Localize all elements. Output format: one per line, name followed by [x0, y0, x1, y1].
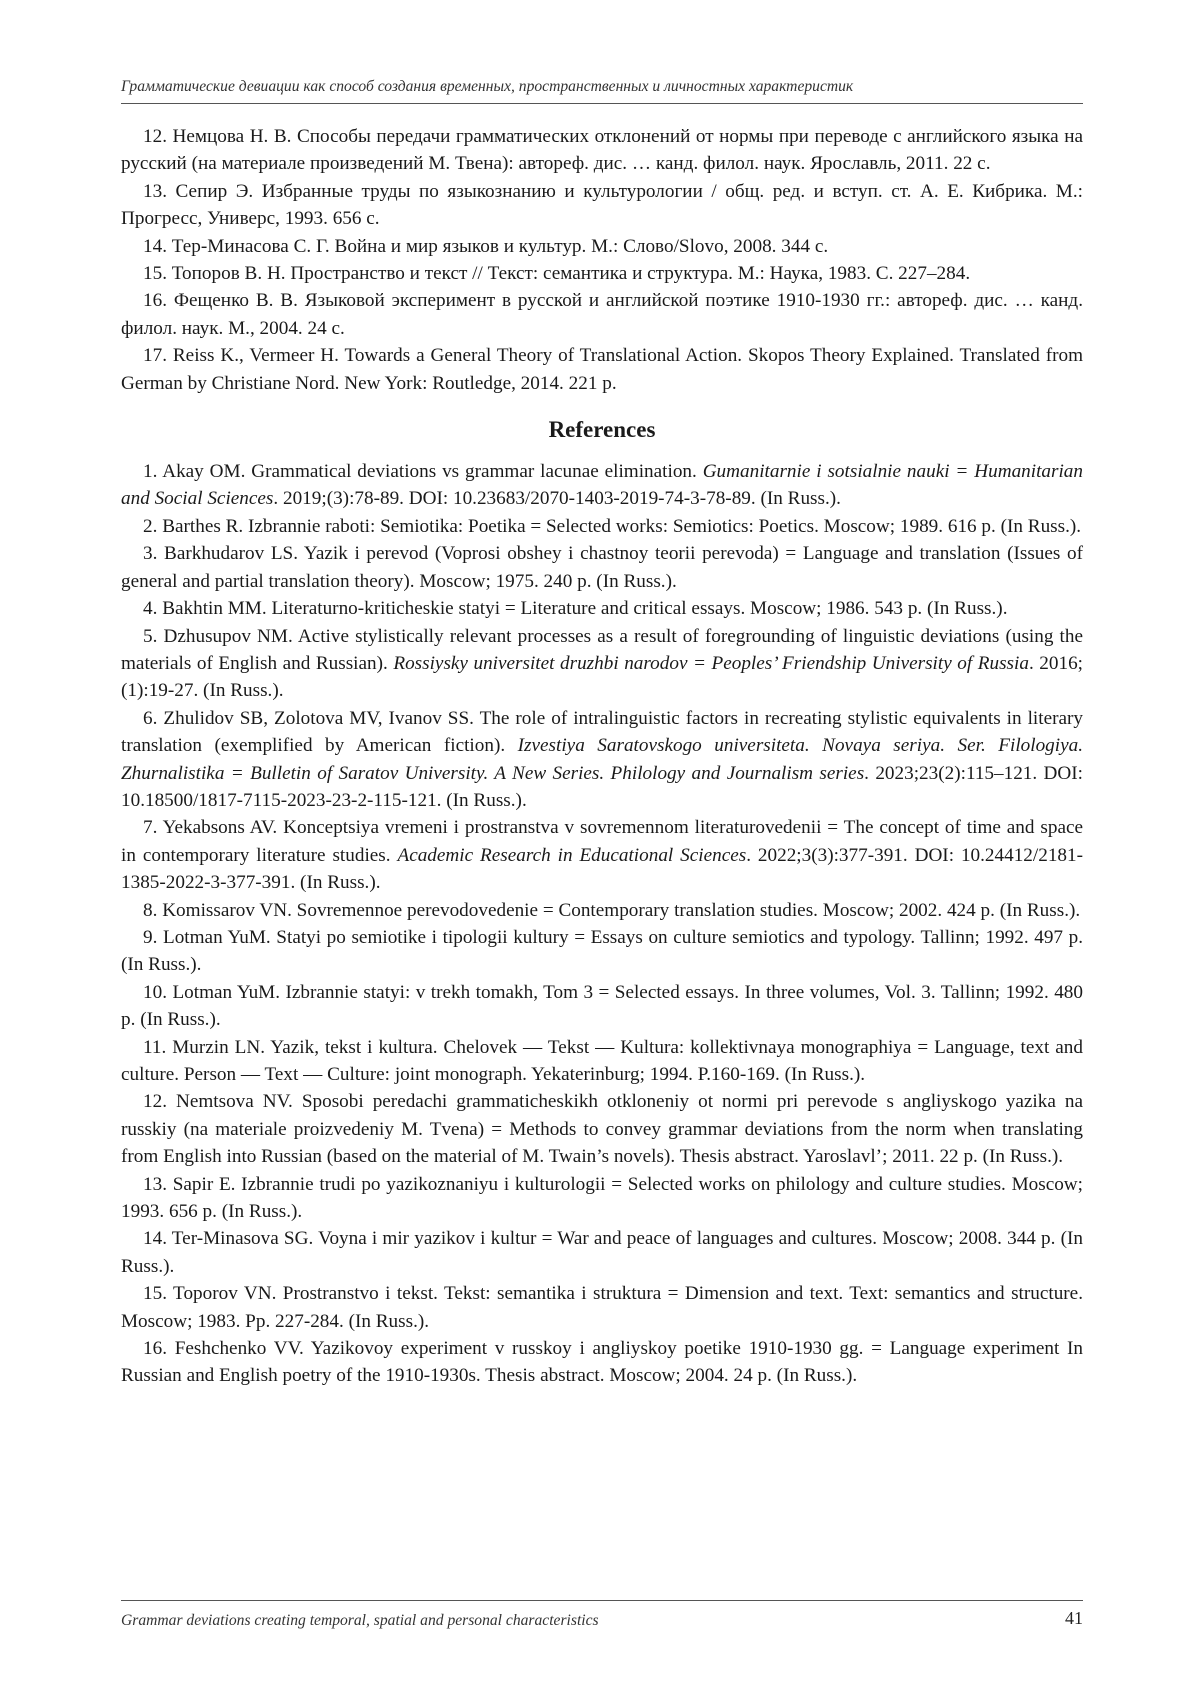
- reference-item: [121, 814, 1083, 896]
- reference-text: 13. Sapir E. Izbrannie trudi po yazikoznaniyu i kulturologii = Selected works on philology and culture studies. Moscow; 1993. 656 p. (In Russ.).: [121, 1173, 1083, 1223]
- reference-item: [121, 1335, 1083, 1390]
- reference-text: 15. Toporov VN. Prostranstvo i tekst. Tekst: semantika i struktura = Dimension and text. Text: semantics and structure. Moscow; 1983. Pp. 227-284. (In Russ.).: [121, 1283, 1083, 1332]
- reference-item: [121, 513, 1083, 540]
- reference-item: [121, 705, 1083, 815]
- reference-text: 1. Akay OM. Grammatical deviations vs grammar lacunae elimination.: [143, 461, 703, 483]
- reference-item: [121, 260, 1083, 287]
- reference-item: [121, 1088, 1083, 1170]
- reference-source-title: Academic Research in Educational Sciences: [397, 844, 747, 866]
- reference-text: . 2022;3(3):377-391. DOI: 10.24412/2181-1385-2022-3-377-391. (In Russ.).: [121, 844, 1083, 894]
- page-content: [121, 123, 1083, 1390]
- references-heading: References: [548, 417, 656, 443]
- reference-text: . 2016;(1):19-27. (In Russ.).: [121, 652, 1083, 702]
- reference-text: 16. Фещенко В. В. Языковой эксперимент в русской и английской поэтике 1910-1930 гг.: автореф. дис. … канд. филол. наук. М., 2004. 24 с.: [121, 290, 1083, 339]
- reference-source-title: Gumanitarnie i sotsialnie nauki = Humanitarian and Social Sciences: [121, 461, 1083, 510]
- running-header: Грамматические девиации как способ создания временных, пространственных и личностных характеристик: [121, 78, 854, 95]
- reference-item: [121, 595, 1083, 622]
- reference-item: [121, 897, 1083, 924]
- reference-text: 14. Тер-Минасова С. Г. Война и мир языков и культур. М.: Слово/Slovo, 2008. 344 с.: [143, 235, 829, 257]
- reference-text: 10. Lotman YuM. Izbrannie statyi: v trekh tomakh, Tom 3 = Selected essays. In three volumes, Vol. 3. Tallinn; 1992. 480 p. (In Russ.).: [121, 981, 1083, 1031]
- reference-text: 8. Komissarov VN. Sovremennoe perevodovedenie = Contemporary translation studies. Moscow; 2002. 424 p. (In Russ.).: [143, 899, 1081, 921]
- reference-item: [121, 178, 1083, 233]
- reference-item: [121, 623, 1083, 705]
- running-footer: Grammar deviations creating temporal, spatial and personal characteristics: [121, 1612, 599, 1629]
- reference-text: 6. Zhulidov SB, Zolotova MV, Ivanov SS. The role of intralinguistic factors in recreating stylistic equivalents in literary translation (exemplified by American fiction).: [121, 707, 1083, 757]
- reference-text: . 2023;23(2):115–121. DOI: 10.18500/1817-7115-2023-23-2-115-121. (In Russ.).: [121, 762, 1083, 811]
- reference-item: [121, 1171, 1083, 1226]
- reference-source-title: Izvestiya Saratovskogo universiteta. Novaya seriya. Ser. Filologiya. Zhurnalistika = Bulletin of Saratov University. A New Series. Philology and Journalism series: [121, 735, 1083, 784]
- reference-item: [121, 342, 1083, 397]
- reference-text: . 2019;(3):78-89. DOI: 10.23683/2070-1403-2019-74-3-78-89. (In Russ.).: [273, 488, 841, 510]
- reference-item: [121, 924, 1083, 979]
- reference-text: 17. Reiss K., Vermeer H. Towards a General Theory of Translational Action. Skopos Theory Explained. Translated from German by Christiane Nord. New York: Routledge, 2014. 221 p.: [121, 345, 1083, 394]
- reference-item: [121, 458, 1083, 513]
- reference-text: 11. Murzin LN. Yazik, tekst i kultura. Chelovek — Tekst — Kultura: kollektivnaya monographiya = Language, text and culture. Person — Text — Culture: joint monograph. Yekaterinburg; 1994. P.160-169. (In Russ.).: [121, 1036, 1083, 1085]
- reference-text: 2. Barthes R. Izbrannie raboti: Semiotika: Poetika = Selected works: Semiotics: Poetics. Moscow; 1989. 616 p. (In Russ.).: [143, 515, 1082, 537]
- reference-text: 13. Сепир Э. Избранные труды по языкознанию и культурологии / общ. ред. и вступ. ст. А. Е. Кибрика. М.: Прогресс, Универс, 1993. 656 с.: [121, 180, 1083, 230]
- reference-text: 12. Nemtsova NV. Sposobi peredachi grammaticheskikh otkloneniy ot normi pri perevode s angliyskogo yazika na russkiy (na materiale proizvedeniy M. Tvena) = Methods to convey grammar deviations from the norm when translating from English into Russian (based on the material of M. Twain’s novels). Thesis abstract. Yaroslavl’; 2011. 22 p. (In Russ.).: [121, 1091, 1083, 1168]
- reference-item: [121, 233, 1083, 260]
- header-divider: [121, 103, 1083, 104]
- page-number: 41: [1065, 1608, 1083, 1628]
- reference-source-title: Rossiysky universitet druzhbi narodov = Peoples’ Friendship University of Russia: [393, 652, 1029, 674]
- reference-item: [121, 287, 1083, 342]
- reference-item: [121, 123, 1083, 178]
- reference-text: 9. Lotman YuM. Statyi po semiotike i tipologii kultury = Essays on culture semiotics and typology. Tallinn; 1992. 497 p. (In Russ.).: [121, 926, 1083, 976]
- reference-text: 15. Топоров В. Н. Пространство и текст // Текст: семантика и структура. М.: Наука, 1983. С. 227–284.: [143, 263, 971, 285]
- reference-item: [121, 1034, 1083, 1089]
- reference-item: [121, 979, 1083, 1034]
- reference-text: 5. Dzhusupov NM. Active stylistically relevant processes as a result of foregrounding of linguistic deviations (using the materials of English and Russian).: [121, 625, 1083, 674]
- reference-item: [121, 1225, 1083, 1280]
- reference-text: 7. Yekabsons AV. Konceptsiya vremeni i prostranstva v sovremennom literaturovedenii = The concept of time and space in contemporary literature studies.: [121, 817, 1083, 866]
- reference-text: 14. Ter-Minasova SG. Voyna i mir yazikov i kultur = War and peace of languages and cultures. Moscow; 2008. 344 p. (In Russ.).: [121, 1228, 1083, 1277]
- english-reference-list: [121, 458, 1083, 1390]
- reference-item: [121, 1280, 1083, 1335]
- footer-divider: [121, 1600, 1083, 1601]
- russian-reference-list: [121, 123, 1083, 397]
- reference-text: 3. Barkhudarov LS. Yazik i perevod (Voprosi obshey i chastnoy teorii perevoda) = Language and translation (Issues of general and partial translation theory). Moscow; 1975. 240 p. (In Russ.).: [121, 543, 1083, 592]
- reference-text: 16. Feshchenko VV. Yazikovoy experiment v russkoy i angliyskoy poetike 1910-1930 gg. = Language experiment In Russian and English poetry of the 1910-1930s. Thesis abstract. Moscow; 2004. 24 p. (In Russ.).: [121, 1338, 1083, 1387]
- reference-text: 4. Bakhtin MM. Literaturno-kriticheskie statyi = Literature and critical essays. Moscow; 1986. 543 p. (In Russ.).: [143, 598, 1008, 620]
- reference-item: [121, 540, 1083, 595]
- reference-text: 12. Немцова Н. В. Способы передачи грамматических отклонений от нормы при переводе с английского языка на русский (на материале произведений М. Твена): автореф. дис. … канд. филол. наук. Ярославль, 2011. 22 с.: [121, 126, 1083, 175]
